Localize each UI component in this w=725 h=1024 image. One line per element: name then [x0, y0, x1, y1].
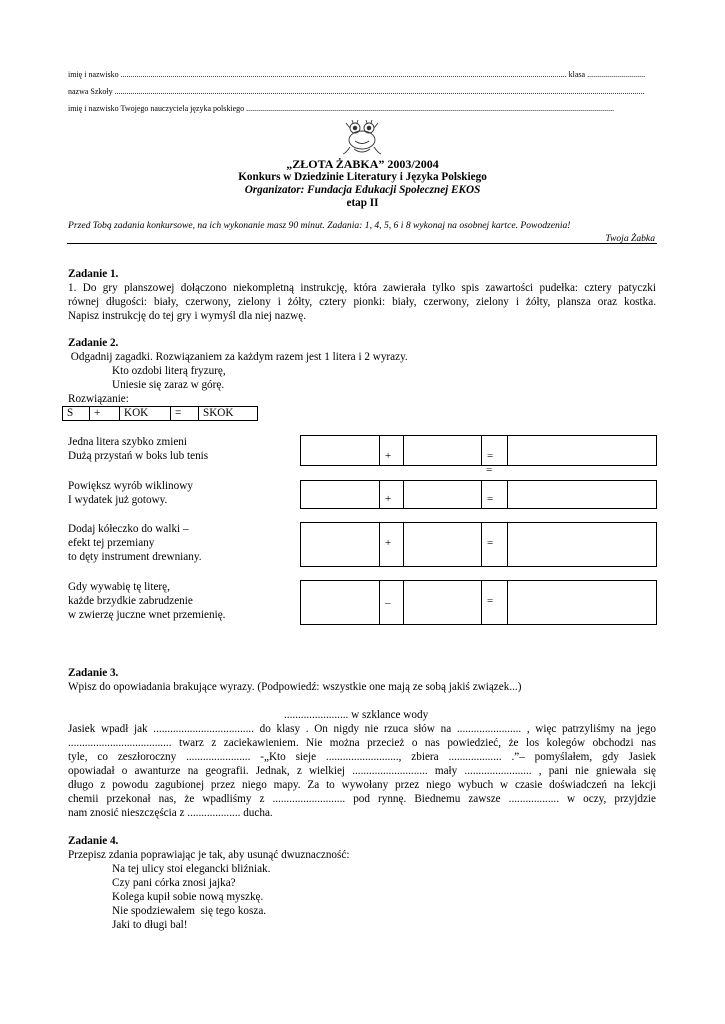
ambiguous-sentence-1: Na tej ulicy stoi elegancki bliźniak.	[112, 863, 271, 875]
task4-intro: Przepisz zdania poprawiając je tak, aby usunąć dwuznaczność:	[68, 849, 350, 861]
story-line-1: Jasiek wpadł jak .................................... do klasy . On nigdy nie rzuca słów na ....................... , więc patrzyliśmy na jego	[68, 723, 656, 735]
task1-line-1: 1. Do gry planszowej dołączono niekompletną instrukcję, która zawierała tylko spis zawartości pudełka: cztery patyczki	[68, 282, 656, 294]
story-line-4: opowiadał o awanturze na geografii. Jednak, z wielkiej ........................... mały ........................ , pani nie gniewała się	[68, 765, 656, 777]
ambiguous-sentence-5: Jaki to długi bal!	[112, 919, 188, 931]
riddle-1-line-1: Jedna litera szybko zmieni	[68, 436, 187, 448]
example-plus: +	[90, 407, 120, 421]
riddle-3-line-3: to dęty instrument drewniany.	[68, 551, 202, 563]
riddle-4-line-1: Gdy wywabię tę literę,	[68, 581, 170, 593]
ambiguous-sentence-4: Nie spodziewałem się tego kosza.	[112, 905, 267, 917]
task1-line-3: Napisz instrukcję do tej gry i wymyśl dla niej nazwę.	[68, 310, 306, 322]
story-line-6: chemii przekonał nas, że wpadliśmy z .......................... pod rynnę. Biednemu zawsze .................. w oczy, przyjdzie	[68, 793, 656, 805]
task1-heading: Zadanie 1.	[68, 268, 119, 280]
riddle-2-operator: +	[385, 493, 392, 505]
riddle-3-line-2: efekt tej przemiany	[68, 537, 155, 549]
story-line-2: ..................................... twarz z zaciekawieniem. Nie można przecież o nas powiedzieć, że los kolegów obchodzi nas	[68, 737, 656, 749]
riddle-1-answer-grid[interactable]	[300, 435, 657, 466]
example-result: SKOK	[199, 407, 258, 421]
school-dots: .........................................................................................................................................................................................................................................................................	[114, 87, 645, 96]
solution-label: Rozwiązanie:	[68, 393, 129, 405]
riddle-3-equals: =	[487, 537, 494, 549]
example-riddle-line-2: Uniesie się zaraz w górę.	[112, 379, 225, 391]
riddle-3-operator: +	[385, 537, 392, 549]
riddle-2-line-2: I wydatek już gotowy.	[68, 494, 168, 506]
example-solution-table	[62, 406, 258, 421]
story-line-7: nam znosić nieszczęścia z ................... ducha.	[68, 807, 273, 819]
ambiguous-sentence-3: Kolega kupił sobie nową myszkę.	[112, 891, 264, 903]
example-word: KOK	[120, 407, 171, 421]
story-line-5: długo z powodu zagubionej przez niego mapy. Za to wywołany przez niego wybuch w czasie doświadczeń na lekcji	[68, 779, 656, 791]
school-label: nazwa Szkoły	[68, 87, 113, 96]
riddle-2-equals: =	[487, 493, 494, 505]
signature: Twoja Żabka	[605, 233, 655, 244]
class-label: klasa	[568, 70, 586, 79]
example-riddle-line-1: Kto ozdobi literą fryzurę,	[112, 365, 226, 377]
intro-text: Przed Tobą zadania konkursowe, na ich wykonanie masz 90 minut. Zadania: 1, 4, 5, 6 i 8 wykonaj na osobnej kartce. Powodzenia!	[68, 220, 571, 231]
frog-logo-icon	[340, 120, 384, 156]
organizer-line: Organizator: Fundacja Edukacji Społecznej EKOS	[244, 184, 481, 196]
name-label: imię i nazwisko	[68, 70, 119, 79]
task1-line-2: równej długości: biały, czerwony, zielony i żółty, cztery pionki: biały, czerwony, zielony i żółty, plansza oraz kostka.	[68, 296, 656, 308]
example-letter: S	[63, 407, 90, 421]
teacher-dots: ........................................................................................................................................................................................	[246, 104, 615, 113]
name-field-row	[68, 70, 653, 80]
riddle-1-operator: +	[385, 450, 392, 462]
riddle-2-line-1: Powiększ wyrób wiklinowy	[68, 480, 193, 492]
riddle-2-answer-grid[interactable]	[300, 480, 657, 509]
riddle-3-answer-grid[interactable]	[300, 522, 657, 567]
stray-equals: =	[486, 464, 493, 476]
riddle-1-line-2: Dużą przystań w boks lub tenis	[68, 450, 209, 462]
teacher-field-row	[68, 104, 653, 114]
riddle-3-line-1: Dodaj kółeczko do walki –	[68, 523, 189, 535]
task3-heading: Zadanie 3.	[68, 667, 119, 679]
class-dots: .............................	[587, 70, 646, 79]
task4-heading: Zadanie 4.	[68, 835, 119, 847]
contest-title: „ZŁOTA ŻABKA” 2003/2004	[286, 157, 439, 171]
teacher-label: imię i nazwisko Twojego nauczyciela języka polskiego	[68, 104, 245, 113]
riddle-1-equals: =	[487, 450, 494, 462]
ambiguous-sentence-2: Czy pani córka znosi jajka?	[112, 877, 236, 889]
riddle-4-equals: =	[487, 595, 494, 607]
riddle-4-answer-grid[interactable]	[300, 580, 657, 625]
story-line-3: tyle, co zeszłoroczny ....................... -„Kto sieje .........................., zbiera ................... .”– pomyślałem, gdy Jasiek	[68, 751, 656, 763]
stage-label: etap II	[346, 197, 379, 209]
task2-intro: Odgadnij zagadki. Rozwiązaniem za każdym razem jest 1 litera i 2 wyrazy.	[68, 351, 408, 363]
school-field-row	[68, 87, 653, 97]
example-equals: =	[171, 407, 199, 421]
task2-heading: Zadanie 2.	[68, 337, 119, 349]
name-dots: ...............................................................................................................................................................................................................................	[120, 70, 567, 79]
task3-intro: Wpisz do opowiadania brakujące wyrazy. (Podpowiedź: wszystkie one mają ze sobą jakiś związek...)	[68, 681, 522, 693]
riddle-4-operator: –	[385, 597, 391, 609]
story-title: ....................... w szklance wody	[284, 709, 429, 721]
riddle-4-line-3: w zwierzę juczne wnet przemienię.	[68, 609, 226, 621]
contest-subtitle: Konkurs w Dziedzinie Literatury i Języka Polskiego	[238, 171, 487, 183]
intro-divider	[67, 243, 657, 244]
riddle-4-line-2: każde brzydkie zabrudzenie	[68, 595, 193, 607]
